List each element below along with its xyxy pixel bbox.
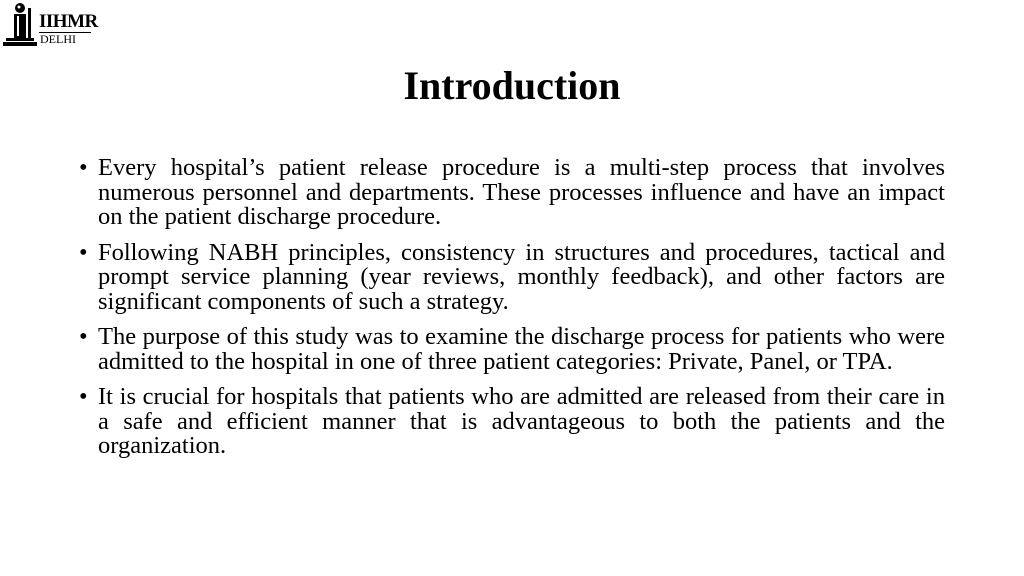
bullet-item bbox=[76, 385, 945, 459]
logo-subtitle: DELHI bbox=[40, 32, 76, 46]
bullet-dot-icon: • bbox=[79, 238, 88, 266]
bullet-text: Every hospital’s patient release procedure is a multi-step process that involves numerous personnel and departments. These processes influence and have an impact on the patient discharge procedure. bbox=[98, 154, 945, 230]
bullet-item bbox=[76, 325, 945, 374]
slide-title: Introduction bbox=[403, 63, 621, 108]
bullet-dot-icon: • bbox=[79, 383, 88, 410]
bullet-dot-icon: • bbox=[79, 323, 88, 350]
bullet-list bbox=[76, 156, 945, 470]
bullet-item bbox=[76, 156, 945, 230]
bullet-item bbox=[76, 238, 945, 315]
bullet-text: Following NABH principles, consistency in structures and procedures, tactical and prompt service planning (year reviews, monthly feedback), and other factors are significant components of such a strategy. bbox=[98, 238, 945, 315]
logo-name: IIHMR bbox=[39, 11, 98, 32]
bullet-text: It is crucial for hospitals that patients who are admitted are released from their care in a safe and efficient manner that is advantageous to both the patients and the organization. bbox=[98, 383, 945, 459]
bullet-text: The purpose of this study was to examine the discharge process for patients who were admitted to the hospital in one of three patient categories: Private, Panel, or TPA. bbox=[98, 323, 945, 375]
logo-emblem-icon bbox=[2, 2, 42, 48]
bullet-dot-icon: • bbox=[79, 154, 88, 181]
iihmr-logo bbox=[2, 2, 98, 48]
